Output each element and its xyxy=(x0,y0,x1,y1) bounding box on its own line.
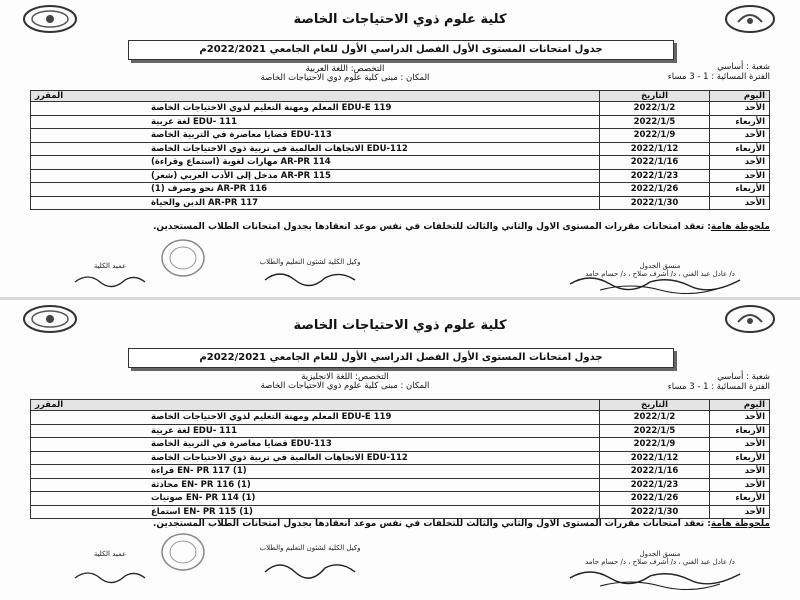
row-date: 2022/1/26 xyxy=(600,183,710,197)
header-date: التاريخ xyxy=(600,91,710,102)
scheduler-names: د/ عادل عبد الغني ، د/ أشرف صلاح ، د/ حسام حامد xyxy=(585,270,735,278)
table-row xyxy=(31,183,770,197)
row-date: 2022/1/12 xyxy=(600,451,710,465)
row-date: 2022/1/23 xyxy=(600,169,710,183)
specialization-label: التخصص: اللغة الانجليزية xyxy=(301,372,389,382)
note-label: ملحوظة هامة xyxy=(710,519,770,529)
row-date: 2022/1/23 xyxy=(600,478,710,492)
row-day: الأحد xyxy=(710,478,770,492)
row-course: EN- PR 115 (1) استماع xyxy=(31,505,600,519)
table-row xyxy=(31,438,770,452)
table-row xyxy=(31,169,770,183)
schedule-title-banner: جدول امتحانات المستوى الأول الفصل الدراسي الأول للعام الجامعي 2022/2021م xyxy=(128,348,674,368)
schedule-title-banner: جدول امتحانات المستوى الأول الفصل الدراسي الأول للعام الجامعي 2022/2021م xyxy=(128,40,674,60)
row-date: 2022/1/30 xyxy=(600,196,710,210)
row-day: الأربعاء xyxy=(710,451,770,465)
table-row xyxy=(31,411,770,425)
row-course: EDU-E 119 المعلم ومهنة التعليم لذوي الاحتياجات الخاصة xyxy=(31,102,600,116)
scheduler-names: د/ عادل عبد الغني ، د/ أشرف صلاح ، د/ حسام حامد xyxy=(585,558,735,566)
row-date: 2022/1/16 xyxy=(600,465,710,479)
row-course: AR-PR 114 مهارات لغوية (استماع وقراءة) xyxy=(31,156,600,170)
important-note xyxy=(30,222,770,232)
specialization-label: التخصص: اللغة العربية xyxy=(305,64,385,74)
note-text: : تعقد امتحانات مقررات المستوى الاول والثاني والثالث للتخلفات في نفس موعد انعقادها بجدول امتحانات الطلاب المستجدين. xyxy=(152,519,711,529)
handwritten-signature-icon xyxy=(70,270,150,290)
scheduler-title: منسق الجدول xyxy=(639,262,681,270)
handwritten-signature-icon xyxy=(260,266,360,288)
division-label: شعبة : أساسي xyxy=(717,372,770,382)
row-day: الأربعاء xyxy=(710,424,770,438)
note-text: : تعقد امتحانات مقررات المستوى الاول والثاني والثالث للتخلفات في نفس موعد انعقادها بجدول امتحانات الطلاب المستجدين. xyxy=(152,222,711,232)
row-date: 2022/1/16 xyxy=(600,156,710,170)
row-course: EDU-E 119 المعلم ومهنة التعليم لذوي الاحتياجات الخاصة xyxy=(31,411,600,425)
table-row xyxy=(31,129,770,143)
dean-title: عميد الكلية xyxy=(93,550,127,558)
row-course: AR-PR 117 الدين والحياة xyxy=(31,196,600,210)
header-day: اليوم xyxy=(710,91,770,102)
handwritten-signature-icon xyxy=(70,566,150,586)
row-date: 2022/1/12 xyxy=(600,142,710,156)
table-row xyxy=(31,465,770,479)
row-course: EN- PR 114 (1) صوتيات xyxy=(31,492,600,506)
row-day: الأحد xyxy=(710,465,770,479)
row-day: الأحد xyxy=(710,102,770,116)
row-day: الأربعاء xyxy=(710,183,770,197)
row-day: الأحد xyxy=(710,438,770,452)
row-day: الأربعاء xyxy=(710,492,770,506)
row-day: الأربعاء xyxy=(710,142,770,156)
row-day: الأحد xyxy=(710,156,770,170)
row-day: الأربعاء xyxy=(710,115,770,129)
row-day: الأحد xyxy=(710,505,770,519)
row-course: EDU- 111 لغة عربية xyxy=(31,424,600,438)
place-label: المكان : مبنى كلية علوم ذوي الاحتياجات الخاصة xyxy=(260,381,430,391)
exam-schedule-table xyxy=(30,90,770,210)
table-row xyxy=(31,451,770,465)
table-row xyxy=(31,424,770,438)
period-label: الفترة المسائية : 1 - 3 مساء xyxy=(667,72,770,82)
vice-dean-title: وكيل الكلية لشئون التعليم والطلاب xyxy=(259,544,361,552)
table-row xyxy=(31,142,770,156)
row-date: 2022/1/2 xyxy=(600,411,710,425)
row-date: 2022/1/26 xyxy=(600,492,710,506)
row-course: EN- PR 117 (1) قراءة xyxy=(31,465,600,479)
row-course: AR-PR 116 نحو وصرف (1) xyxy=(31,183,600,197)
row-date: 2022/1/30 xyxy=(600,505,710,519)
table-header-row xyxy=(31,400,770,411)
schedule-page-english xyxy=(0,300,800,600)
handwritten-signature-icon xyxy=(560,268,760,294)
college-title: كلية علوم ذوي الاحتياجات الخاصة xyxy=(293,318,507,333)
header-date: التاريخ xyxy=(600,400,710,411)
scheduler-title: منسق الجدول xyxy=(639,550,681,558)
row-course: EDU-113 قضايا معاصرة في التربية الخاصة xyxy=(31,438,600,452)
row-date: 2022/1/5 xyxy=(600,424,710,438)
table-row xyxy=(31,156,770,170)
division-label: شعبة : أساسي xyxy=(717,62,770,72)
official-stamp-icon xyxy=(160,238,206,278)
handwritten-signature-icon xyxy=(260,556,360,580)
handwritten-signature-icon xyxy=(560,564,760,590)
table-row xyxy=(31,492,770,506)
table-row xyxy=(31,478,770,492)
row-course: EDU- 111 لغة عربية xyxy=(31,115,600,129)
row-day: الأحد xyxy=(710,196,770,210)
dean-title: عميد الكلية xyxy=(93,262,127,270)
row-date: 2022/1/9 xyxy=(600,438,710,452)
note-label: ملحوظة هامة xyxy=(710,222,770,232)
official-stamp-icon xyxy=(160,532,206,572)
row-date: 2022/1/9 xyxy=(600,129,710,143)
period-label: الفترة المسائية : 1 - 3 مساء xyxy=(667,382,770,392)
header-day: اليوم xyxy=(710,400,770,411)
header-course: المقرر xyxy=(31,91,600,102)
table-row xyxy=(31,102,770,116)
table-row xyxy=(31,196,770,210)
table-header-row xyxy=(31,91,770,102)
vice-dean-title: وكيل الكلية لشئون التعليم والطلاب xyxy=(259,258,361,266)
header-course: المقرر xyxy=(31,400,600,411)
important-note xyxy=(30,519,770,529)
row-course: EDU-112 الاتجاهات العالمية في تربية ذوي الاحتياجات الخاصة xyxy=(31,142,600,156)
table-row xyxy=(31,505,770,519)
row-course: EDU-112 الاتجاهات العالمية في تربية ذوي الاحتياجات الخاصة xyxy=(31,451,600,465)
row-course: EDU-113 قضايا معاصرة في التربية الخاصة xyxy=(31,129,600,143)
college-title: كلية علوم ذوي الاحتياجات الخاصة xyxy=(293,12,507,27)
row-course: AR-PR 115 مدخل إلى الأدب العربي (شعر) xyxy=(31,169,600,183)
row-course: EN- PR 116 (1) محادثة xyxy=(31,478,600,492)
table-row xyxy=(31,115,770,129)
row-day: الأحد xyxy=(710,129,770,143)
place-label: المكان : مبنى كلية علوم ذوي الاحتياجات الخاصة xyxy=(260,73,430,83)
row-day: الأحد xyxy=(710,411,770,425)
exam-schedule-table xyxy=(30,399,770,519)
row-date: 2022/1/2 xyxy=(600,102,710,116)
row-date: 2022/1/5 xyxy=(600,115,710,129)
row-day: الأحد xyxy=(710,169,770,183)
